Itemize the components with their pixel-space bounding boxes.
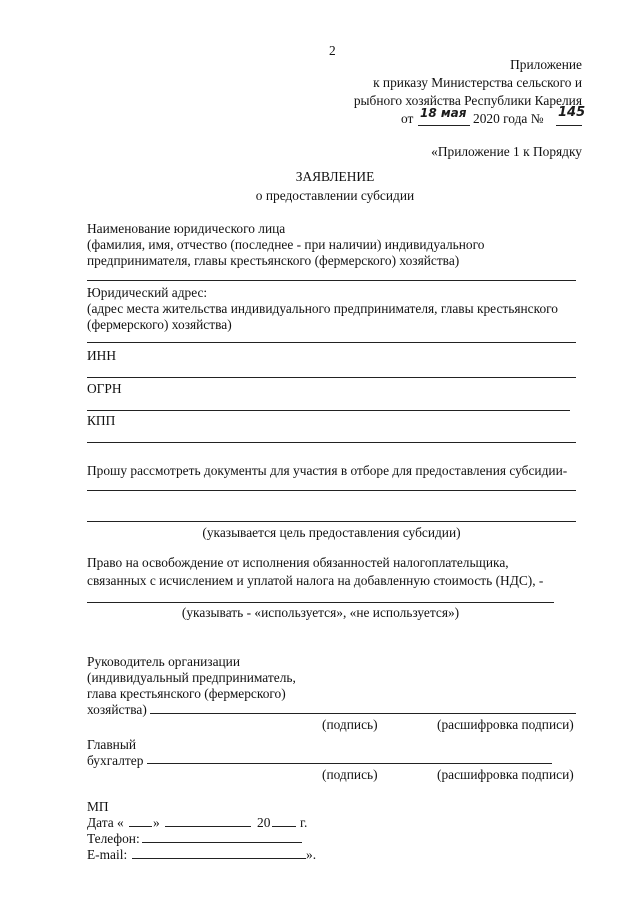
handwritten-number: 145: [558, 105, 586, 120]
address-hint-line-2: (фермерского) хозяйства): [87, 317, 232, 332]
phone-field-line[interactable]: [142, 842, 302, 843]
head-signature-line[interactable]: [150, 713, 576, 714]
vat-line-1: Право на освобождение от исполнения обязанностей налогоплательщика,: [87, 555, 509, 570]
vat-line-2: связанных с исчислением и уплатой налога на добавленную стоимость (НДС), -: [87, 573, 544, 588]
header-date-prefix: от: [401, 111, 414, 126]
phone-label: Телефон:: [87, 831, 140, 846]
head-signature-hint: (подпись): [322, 717, 378, 732]
stamp-mark: МП: [87, 799, 109, 814]
head-line-4: хозяйства): [87, 702, 147, 717]
date-day-line[interactable]: [129, 826, 152, 827]
address-field-line[interactable]: [87, 342, 576, 343]
inn-field-line[interactable]: [87, 377, 576, 378]
email-label: E-mail:: [87, 847, 128, 862]
request-field-line-2[interactable]: [87, 521, 576, 522]
address-hint-line-1: (адрес места жительства индивидуального предпринимателя, главы крестьянского: [87, 301, 558, 316]
request-field-line-1[interactable]: [87, 490, 576, 491]
header-date-suffix: 2020 года №: [473, 111, 544, 126]
kpp-field-line[interactable]: [87, 442, 576, 443]
name-hint-line-2: предпринимателя, главы крестьянского (фермерского) хозяйства): [87, 253, 460, 268]
kpp-label: КПП: [87, 413, 116, 428]
document-subtitle: о предоставлении субсидии: [255, 188, 415, 203]
name-label: Наименование юридического лица: [87, 221, 286, 236]
date-quote: »: [153, 815, 160, 830]
head-decode-hint: (расшифровка подписи): [437, 717, 574, 732]
accountant-line-2: бухгалтер: [87, 753, 144, 768]
vat-field-line[interactable]: [87, 602, 554, 603]
date-underline: [418, 125, 470, 126]
accountant-decode-hint: (расшифровка подписи): [437, 767, 574, 782]
page-number: 2: [329, 43, 336, 58]
date-year-prefix: 20: [257, 815, 271, 830]
head-line-2: (индивидуальный предприниматель,: [87, 670, 296, 685]
email-end: ».: [306, 847, 317, 862]
accountant-signature-hint: (подпись): [322, 767, 378, 782]
date-label: Дата «: [87, 815, 124, 830]
head-line-3: глава крестьянского (фермерского): [87, 686, 286, 701]
appendix-reference: «Приложение 1 к Порядку: [431, 144, 582, 159]
address-label: Юридический адрес:: [87, 285, 208, 300]
date-g: г.: [300, 815, 308, 830]
accountant-line-1: Главный: [87, 737, 137, 752]
inn-label: ИНН: [87, 348, 117, 363]
request-text: Прошу рассмотреть документы для участия в отборе для предоставления субсидии-: [87, 463, 568, 478]
header-line-1: Приложение: [510, 57, 582, 72]
accountant-signature-line[interactable]: [147, 763, 552, 764]
document-title: ЗАЯВЛЕНИЕ: [295, 169, 375, 184]
name-hint-line-1: (фамилия, имя, отчество (последнее - при наличии) индивидуального: [87, 237, 485, 252]
email-field-line[interactable]: [132, 858, 306, 859]
vat-hint: (указывать - «используется», «не используется»): [181, 605, 460, 620]
handwritten-date: 18 мая: [420, 106, 467, 120]
header-line-2: к приказу Министерства сельского и: [373, 75, 582, 90]
head-line-1: Руководитель организации: [87, 654, 241, 669]
header-line-3: рыбного хозяйства Республики Карелия: [353, 93, 582, 108]
number-underline: [556, 125, 582, 126]
date-month-line[interactable]: [165, 826, 251, 827]
ogrn-label: ОГРН: [87, 381, 122, 396]
date-year-line[interactable]: [272, 826, 296, 827]
name-field-line[interactable]: [87, 280, 576, 281]
goal-hint: (указывается цель предоставления субсидии): [202, 525, 461, 540]
ogrn-field-line[interactable]: [87, 410, 570, 411]
